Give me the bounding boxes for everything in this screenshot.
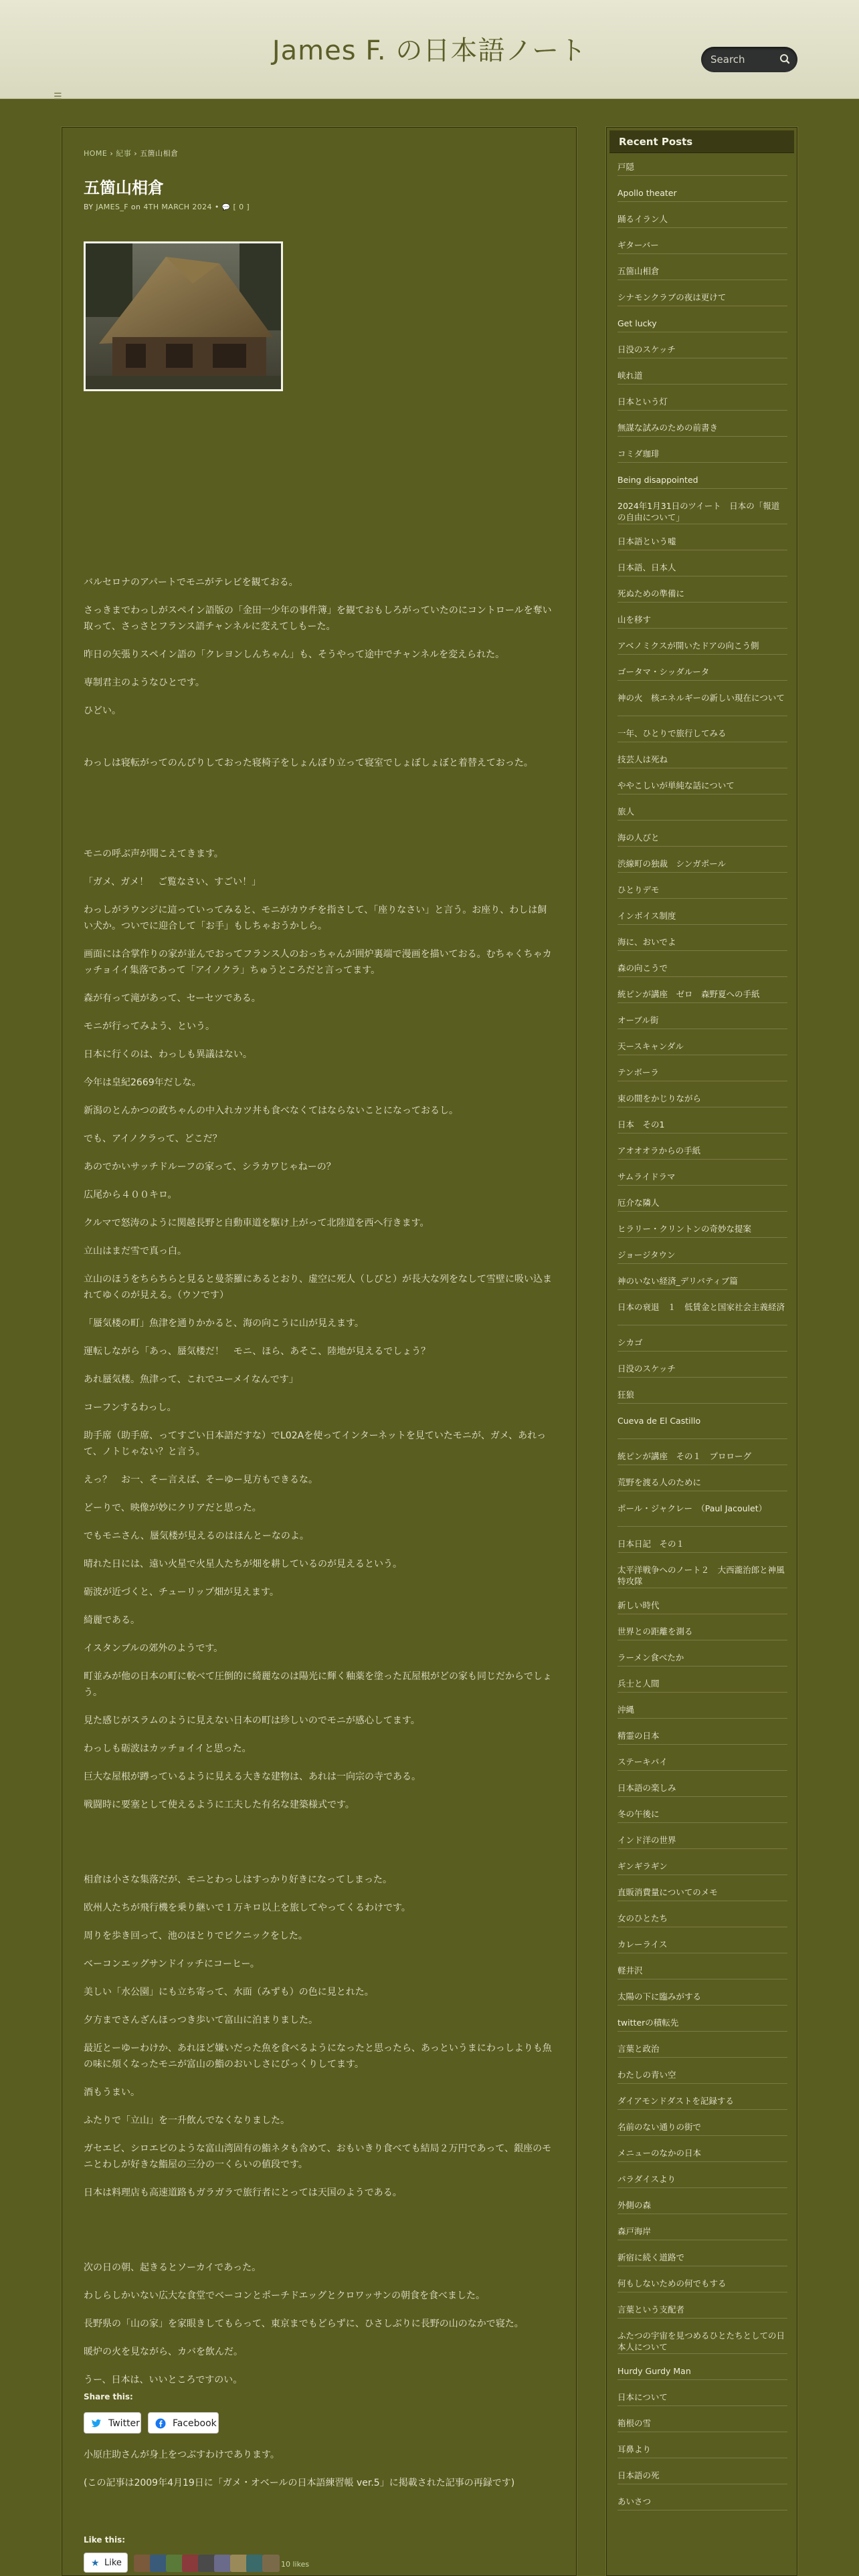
recent-post-link[interactable]: 日本語の楽しみ	[617, 1780, 787, 1797]
recent-post-link[interactable]: 無謀な試みのための前書き	[617, 419, 787, 437]
recent-post-link[interactable]: 死ぬための準備に	[617, 585, 787, 603]
recent-post-link[interactable]: 外側の森	[617, 2197, 787, 2214]
recent-post-link[interactable]: メニューのなかの日本	[617, 2145, 787, 2162]
recent-post-link[interactable]: Apollo theater	[617, 185, 787, 202]
recent-post-link[interactable]: 踊るイラン人	[617, 211, 787, 228]
post-paragraph: 「ガメ、ガメ！ ご覧なさい、すごい！」	[84, 877, 262, 887]
recent-post-link[interactable]: アベノミクスが開いたドアの向こう側	[617, 637, 787, 655]
post-paragraph: 運転しながら「あっ、蜃気楼だ！ モニ、ほら、あそこ、陸地が見えるでしょう？	[84, 1346, 431, 1357]
recent-post-link[interactable]: 海に、おいでよ	[617, 934, 787, 951]
recent-post-link[interactable]: わたしの青い空	[617, 2066, 787, 2084]
post-paragraph: 暖炉の火を見ながら、カバを飲んだ。	[84, 2347, 243, 2357]
recent-post-link[interactable]: 2024年1月31日のツイート 日本の「報道の自由について」	[617, 498, 787, 524]
like-button[interactable]	[84, 2553, 128, 2573]
twitter-share-label: Twitter	[108, 2418, 140, 2429]
recent-post-link[interactable]: 太平洋戦争へのノート２ 大西瀧治郎と神風特攻隊	[617, 1562, 787, 1588]
post-paragraph: イスタンブルの郊外のようです。	[84, 1643, 223, 1654]
recent-posts-heading: Recent Posts	[609, 130, 794, 153]
post-paragraph: 助手席（助手席、ってすごい日本語だすな）でL02Aを使ってインターネットを見ていたモニが、ガメ、あれって、ノトじゃない？と言う。	[84, 1430, 547, 1457]
recent-post-link[interactable]: 日本 その1	[617, 1116, 787, 1134]
facebook-share-label: Facebook	[173, 2418, 217, 2429]
recent-post-link[interactable]: 精霊の日本	[617, 1727, 787, 1745]
recent-post-link[interactable]: ジョージタウン	[617, 1247, 787, 1264]
recent-post-link[interactable]: 日本の衰退 １ 低賃金と国家社会主義経済	[617, 1299, 787, 1325]
recent-post-link[interactable]: 新しい時代	[617, 1597, 787, 1614]
post-paragraph: 小原庄助さんが身上をつぶすわけであります。	[84, 2450, 280, 2460]
recent-post-link[interactable]: ややこしいが単純な話について	[617, 777, 787, 794]
post-paragraph: クルマで怒涛のように関越長野と自動車道を駆け上がって北陸道を西へ行きます。	[84, 1218, 430, 1228]
recent-post-link[interactable]: 何もしないための何でもする	[617, 2275, 787, 2292]
recent-post-link[interactable]: オーブル街	[617, 1012, 787, 1029]
post-paragraph: ガセエビ、シロエビのような富山湾固有の鮨ネタも含めて、おもいきり食べても結局２万円であって、銀座のモニとわしが好きな鮨屋の三分の一くらいの値段です。	[84, 2143, 552, 2170]
recent-post-link[interactable]: 狂狼	[617, 1386, 787, 1404]
post-paragraph: 次の日の朝、起きるとソーカイであった。	[84, 2262, 262, 2273]
post-paragraph: 専制君主のようなひとです。	[84, 677, 205, 688]
recent-post-link[interactable]: コミダ珈琲	[617, 445, 787, 463]
post-paragraph: 巨大な屋根が蹲っているように見える大きな建物は、あれは一向宗の寺である。	[84, 1772, 421, 1782]
post-paragraph: 森が有って滝があって、セーセツである。	[84, 993, 261, 1004]
liker-avatar[interactable]	[150, 2555, 167, 2572]
recent-post-link[interactable]: 兵士と人間	[617, 1675, 787, 1693]
post-paragraph: 「蜃気楼の町」魚津を通りかかると、海の向こうに山が見えます。	[84, 1318, 364, 1329]
post-paragraph: 画面には合掌作りの家が並んでおってフランス人のおっちゃんが囲炉裏端で漫画を描いておる。むちゃくちゃカッチョイイ集落であって「アイノクラ」ちゅうところだと言ってます。	[84, 949, 552, 976]
recent-post-link[interactable]: 箱根の雪	[617, 2415, 787, 2432]
recent-post-link[interactable]: 海の人びと	[617, 829, 787, 847]
breadcrumb-separator: ›	[107, 149, 116, 158]
post-paragraph: わっしも砺波はカッチョイイと思った。	[84, 1743, 252, 1754]
post-paragraph: わしらしかいない広大な食堂でベーコンとポーチドエッグとクロワッサンの朝食を食べました。	[84, 2290, 486, 2301]
facebook-icon	[155, 2418, 166, 2429]
post-paragraph: 新潟のとんかつの政ちゃんの中入れカツ丼も食べなくてはならないことになっておるし。	[84, 1105, 458, 1116]
recent-post-link[interactable]: 日没のスケッチ	[617, 341, 787, 358]
post-paragraph: モニの呼ぶ声が聞こえてきます。	[84, 849, 223, 859]
recent-post-link[interactable]: 言葉という支配者	[617, 2301, 787, 2319]
post-paragraph: バルセロナのアパートでモニがテレビを観ておる。	[84, 577, 298, 588]
recent-post-link[interactable]: サムライドラマ	[617, 1168, 787, 1186]
recent-post-link[interactable]: 直販消費量についてのメモ	[617, 1884, 787, 1901]
recent-post-link[interactable]: インボイス制度	[617, 907, 787, 925]
recent-post-link[interactable]: 耳鼻より	[617, 2441, 787, 2458]
recent-post-link[interactable]: 渋線町の独裁 シンガポール	[617, 855, 787, 873]
recent-post-link[interactable]: 山を移す	[617, 611, 787, 629]
post-byline	[84, 203, 250, 211]
twitter-share-button[interactable]	[84, 2412, 141, 2434]
post-paragraph: 相倉は小さな集落だが、モニとわっしはすっかり好きになってしまった。	[84, 1874, 393, 1885]
author-link[interactable]: JAMES_F	[96, 203, 129, 211]
liker-avatar[interactable]	[134, 2555, 151, 2572]
recent-post-link[interactable]: シカゴ	[617, 1334, 787, 1352]
recent-post-link[interactable]: 荒野を渡る人のために	[617, 1474, 787, 1491]
recent-post-link[interactable]: 日本語という嘘	[617, 533, 787, 550]
liker-avatar[interactable]	[198, 2555, 215, 2572]
post-paragraph: でも、アイノクラって、どこだ？	[84, 1134, 222, 1144]
post-paragraph: 立山のほうをちらちらと見ると曼荼羅にあるとおり、虚空に死人（しびと）が長大な列をなして雪壁に吸い込まれてゆくのが見える。（ウソです）	[84, 1274, 552, 1301]
site-title[interactable]: James F. の日本語ノート	[272, 35, 587, 66]
recent-post-link[interactable]: ギンギラギン	[617, 1858, 787, 1875]
recent-post-link[interactable]: ダイアモンドダストを記録する	[617, 2092, 787, 2110]
comments-link[interactable]: [ 0 ]	[233, 203, 250, 211]
recent-post-link[interactable]: 五箇山相倉	[617, 263, 787, 280]
site-header	[0, 0, 859, 99]
twitter-icon	[91, 2418, 102, 2429]
recent-post-link[interactable]: 沖縄	[617, 1701, 787, 1719]
liker-avatar[interactable]	[230, 2555, 248, 2572]
search-icon[interactable]	[778, 52, 791, 66]
recent-post-link[interactable]: アオオオラからの手紙	[617, 1142, 787, 1160]
liker-avatar[interactable]	[246, 2555, 264, 2572]
recent-post-link[interactable]: 神の火 核エネルギーの新しい現在について	[617, 689, 787, 716]
recent-post-link[interactable]: Being disappointed	[617, 471, 787, 489]
breadcrumb-home[interactable]: HOME	[84, 149, 108, 158]
post-paragraph: 広尾から４００キロ。	[84, 1190, 177, 1200]
byline-on: on	[128, 203, 144, 211]
breadcrumb	[84, 148, 179, 158]
byline-separator: •	[211, 203, 222, 211]
recent-post-link[interactable]: 太陽の下に臨みがする	[617, 1988, 787, 2006]
likes-count: 10 likes	[281, 2560, 310, 2569]
post-paragraph: 戦闘時に要塞として使えるように工夫した有名な建築様式です。	[84, 1800, 355, 1810]
post-paragraph: でもモニさん、蜃気楼が見えるのはほんとーなのよ。	[84, 1531, 309, 1541]
post-date[interactable]: 4TH MARCH 2024	[143, 203, 212, 211]
post-paragraph: ふたりで「立山」を一升飲んでなくなりました。	[84, 2115, 290, 2126]
recent-post-link[interactable]: 日本日記 その１	[617, 1535, 787, 1553]
breadcrumb-category[interactable]: 紀事	[116, 149, 132, 158]
post-paragraph: コーフンするわっし。	[84, 1402, 177, 1413]
post-paragraph: 日本は料理店も高速道路もガラガラで旅行者にとっては天国のようである。	[84, 2187, 402, 2198]
recent-post-link[interactable]: 旅人	[617, 803, 787, 821]
post-paragraph: 綺麗である。	[84, 1615, 140, 1626]
post-paragraph: 立山はまだ雪で真っ白。	[84, 1246, 187, 1257]
recent-post-link[interactable]: パラダイスより	[617, 2171, 787, 2188]
liker-avatar[interactable]	[214, 2555, 231, 2572]
recent-post-link[interactable]: 神のいない経済_デリバティブ篇	[617, 1273, 787, 1290]
recent-post-link[interactable]: 厄介な隣人	[617, 1194, 787, 1212]
recent-post-link[interactable]: 天ースキャンダル	[617, 1038, 787, 1055]
recent-post-link[interactable]: 日本語、日本人	[617, 559, 787, 576]
breadcrumb-separator: ›	[131, 149, 140, 158]
menu-icon[interactable]: ☰	[54, 92, 62, 102]
recent-post-link[interactable]: ラーメン食べたか	[617, 1649, 787, 1667]
post-paragraph: えっ？ お一、そー言えば、そーゆー見方もできるな。	[84, 1475, 318, 1485]
recent-post-link[interactable]: 束の間をかじりながら	[617, 1090, 787, 1107]
share-label: Share this:	[84, 2392, 133, 2401]
recent-post-link[interactable]: 女のひとたち	[617, 1910, 787, 1927]
search-input[interactable]	[710, 53, 777, 66]
post-paragraph: どーりで、映像が妙にクリアだと思った。	[84, 1503, 262, 1513]
post-paragraph: 美しい「水公園」にも立ち寄って、水面（みずも）の色に見とれた。	[84, 1987, 374, 1998]
post-paragraph: 周りを歩き回って、池のほとりでピクニックをした。	[84, 1931, 308, 1941]
post-paragraph: わっしは寝転がってのんびりしておった寝椅子をしょんぼり立って寝室でしょぼしょぼと着替えておった。	[84, 758, 533, 768]
recent-post-link[interactable]: ひとりデモ	[617, 881, 787, 899]
post-paragraph: 見た感じがスラムのように見えない日本の町は珍しいのでモニが感心してます。	[84, 1715, 420, 1726]
recent-post-link[interactable]: 統ピンが講座 その１ プロローグ	[617, 1448, 787, 1465]
recent-post-link[interactable]: 峡れ道	[617, 367, 787, 385]
recent-post-link[interactable]: ヒラリー・クリントンの奇妙な提案	[617, 1220, 787, 1238]
post-paragraph: 夕方までさんざんほっつき歩いて富山に泊まりました。	[84, 2015, 318, 2026]
recent-post-link[interactable]: 技芸人は死ね	[617, 751, 787, 768]
liker-avatar[interactable]	[182, 2555, 199, 2572]
recent-post-link[interactable]: 統ピンが講座 ゼロ 森野夏への手紙	[617, 986, 787, 1003]
breadcrumb-current: 五箇山相倉	[140, 149, 179, 158]
recent-post-link[interactable]: ポール・ジャクレー （Paul Jacoulet）	[617, 1500, 787, 1527]
recent-post-link[interactable]: twitterの積転先	[617, 2014, 787, 2032]
post-paragraph: うー、日本は、いいところですのい。	[84, 2375, 243, 2385]
post-paragraph: 砺波が近づくと、チューリップ畑が見えます。	[84, 1587, 279, 1598]
recent-post-link[interactable]: 日没のスケッチ	[617, 1360, 787, 1378]
main-content	[62, 127, 577, 2576]
comment-icon: 💬	[221, 204, 231, 211]
recent-post-link[interactable]: 森戸海岸	[617, 2223, 787, 2240]
star-icon: ★	[91, 2558, 100, 2569]
sidebar	[606, 127, 797, 2576]
recent-post-link[interactable]: テンボーラ	[617, 1064, 787, 1081]
recent-post-link[interactable]: 日本について	[617, 2389, 787, 2406]
post-paragraph: モニが行ってみよう、という。	[84, 1021, 215, 1032]
recent-post-link[interactable]: 冬の午後に	[617, 1806, 787, 1823]
recent-post-link[interactable]: ゴータマ・シッダルータ	[617, 663, 787, 681]
post-paragraph: 酒もうまい。	[84, 2087, 140, 2098]
recent-post-link[interactable]: Cueva de El Castillo	[617, 1412, 787, 1439]
post-paragraph: 晴れた日には、遠い火星で火星人たちが畑を耕しているのが見えるという。	[84, 1559, 402, 1570]
like-label: Like this:	[84, 2535, 126, 2545]
nav-bar	[0, 99, 859, 110]
post-paragraph: (この記事は2009年4月19日に「ガメ・オベールの日本語練習帳 ver.5」に掲載された記事の再録です)	[84, 2478, 515, 2488]
post-paragraph: ベーコンエッグサンドイッチにコーヒー。	[84, 1959, 260, 1969]
post-paragraph: 最近とーゆーわけか、あれほど嫌いだった魚を食べるようになったと思ったら、あっというまにわっしよりも魚の味に煩くなったモニが富山の鮨のおいしさにびっくりしてます。	[84, 2043, 552, 2070]
post-paragraph: 昨日の矢張りスペイン語の「クレヨンしんちゃん」も、そうやって途中でチャンネルを変えられた。	[84, 649, 505, 660]
recent-post-link[interactable]: シナモンクラブの夜は更けて	[617, 289, 787, 306]
post-paragraph: あのでかいサッチドルーフの家って、シラカワじゃねーの？	[84, 1162, 336, 1172]
recent-post-link[interactable]: 新宿に続く道路で	[617, 2249, 787, 2266]
recent-post-link[interactable]: 日本語の死	[617, 2467, 787, 2484]
liker-avatar[interactable]	[262, 2555, 280, 2572]
post-paragraph: さっきまでわっしがスペイン語版の「金田一少年の事件簿」を観ておもしろがっていたのにコントロールを奪い取って、さっさとフランス語チャンネルに変えてしもーた。	[84, 605, 552, 632]
thatched-house-image	[84, 241, 283, 391]
recent-post-link[interactable]: ギターバー	[617, 237, 787, 254]
post-paragraph: 今年は皇紀2669年だしな。	[84, 1077, 201, 1088]
recent-post-link[interactable]: 日本という灯	[617, 393, 787, 411]
post-paragraph: わっしがラウンジに這っていってみると、モニがカウチを指さして、「座りなさい」と言う。お座り、わしは飼い犬か。ついでに迎合して「お手」もしちゃおうかしら。	[84, 905, 547, 932]
recent-post-link[interactable]: 戸隠	[617, 158, 787, 176]
byline-by: BY	[84, 203, 96, 211]
post-title: 五箇山相倉	[84, 179, 164, 197]
recent-post-link[interactable]: 軽井沢	[617, 1962, 787, 1979]
post-paragraph: あれ蜃気楼。魚津って、これでユーメイなんです」	[84, 1374, 298, 1385]
recent-post-link[interactable]: ステーキパイ	[617, 1753, 787, 1771]
recent-post-link[interactable]: カレーライス	[617, 1936, 787, 1953]
recent-post-link[interactable]: あいさつ	[617, 2493, 787, 2510]
recent-post-link[interactable]: インド洋の世界	[617, 1832, 787, 1849]
facebook-share-button[interactable]	[148, 2412, 219, 2434]
recent-post-link[interactable]: 世界との距離を測る	[617, 1623, 787, 1640]
search-box[interactable]	[701, 47, 797, 72]
post-paragraph: 長野県の「山の家」を家眼きしてもらって、東京までもどらずに、ひさしぶりに長野の山のなかで寝た。	[84, 2319, 524, 2329]
recent-post-link[interactable]: 森の向こうで	[617, 960, 787, 977]
post-paragraph: ひどい。	[84, 706, 121, 716]
recent-post-link[interactable]: Get lucky	[617, 315, 787, 332]
recent-post-link[interactable]: Hurdy Gurdy Man	[617, 2363, 787, 2380]
like-button-label: Like	[104, 2558, 122, 2568]
liker-avatar[interactable]	[166, 2555, 183, 2572]
post-paragraph: 欧州人たちが飛行機を乗り継いで１万キロ以上を旅してやってくるわけです。	[84, 1903, 411, 1913]
recent-post-link[interactable]: 一年、ひとりで旅行してみる	[617, 725, 787, 742]
post-paragraph: 町並みが他の日本の町に較べて圧倒的に綺麗なのは陽光に輝く釉薬を塗った瓦屋根がどの家も同じだからでしょう。	[84, 1671, 552, 1698]
post-paragraph: 日本に行くのは、わっしも異議はない。	[84, 1049, 252, 1060]
recent-post-link[interactable]: ふたつの宇宙を見つめるひとたちとしての日本人について	[617, 2327, 787, 2354]
recent-post-link[interactable]: 言葉と政治	[617, 2040, 787, 2058]
recent-post-link[interactable]: 名前のない通りの街で	[617, 2119, 787, 2136]
